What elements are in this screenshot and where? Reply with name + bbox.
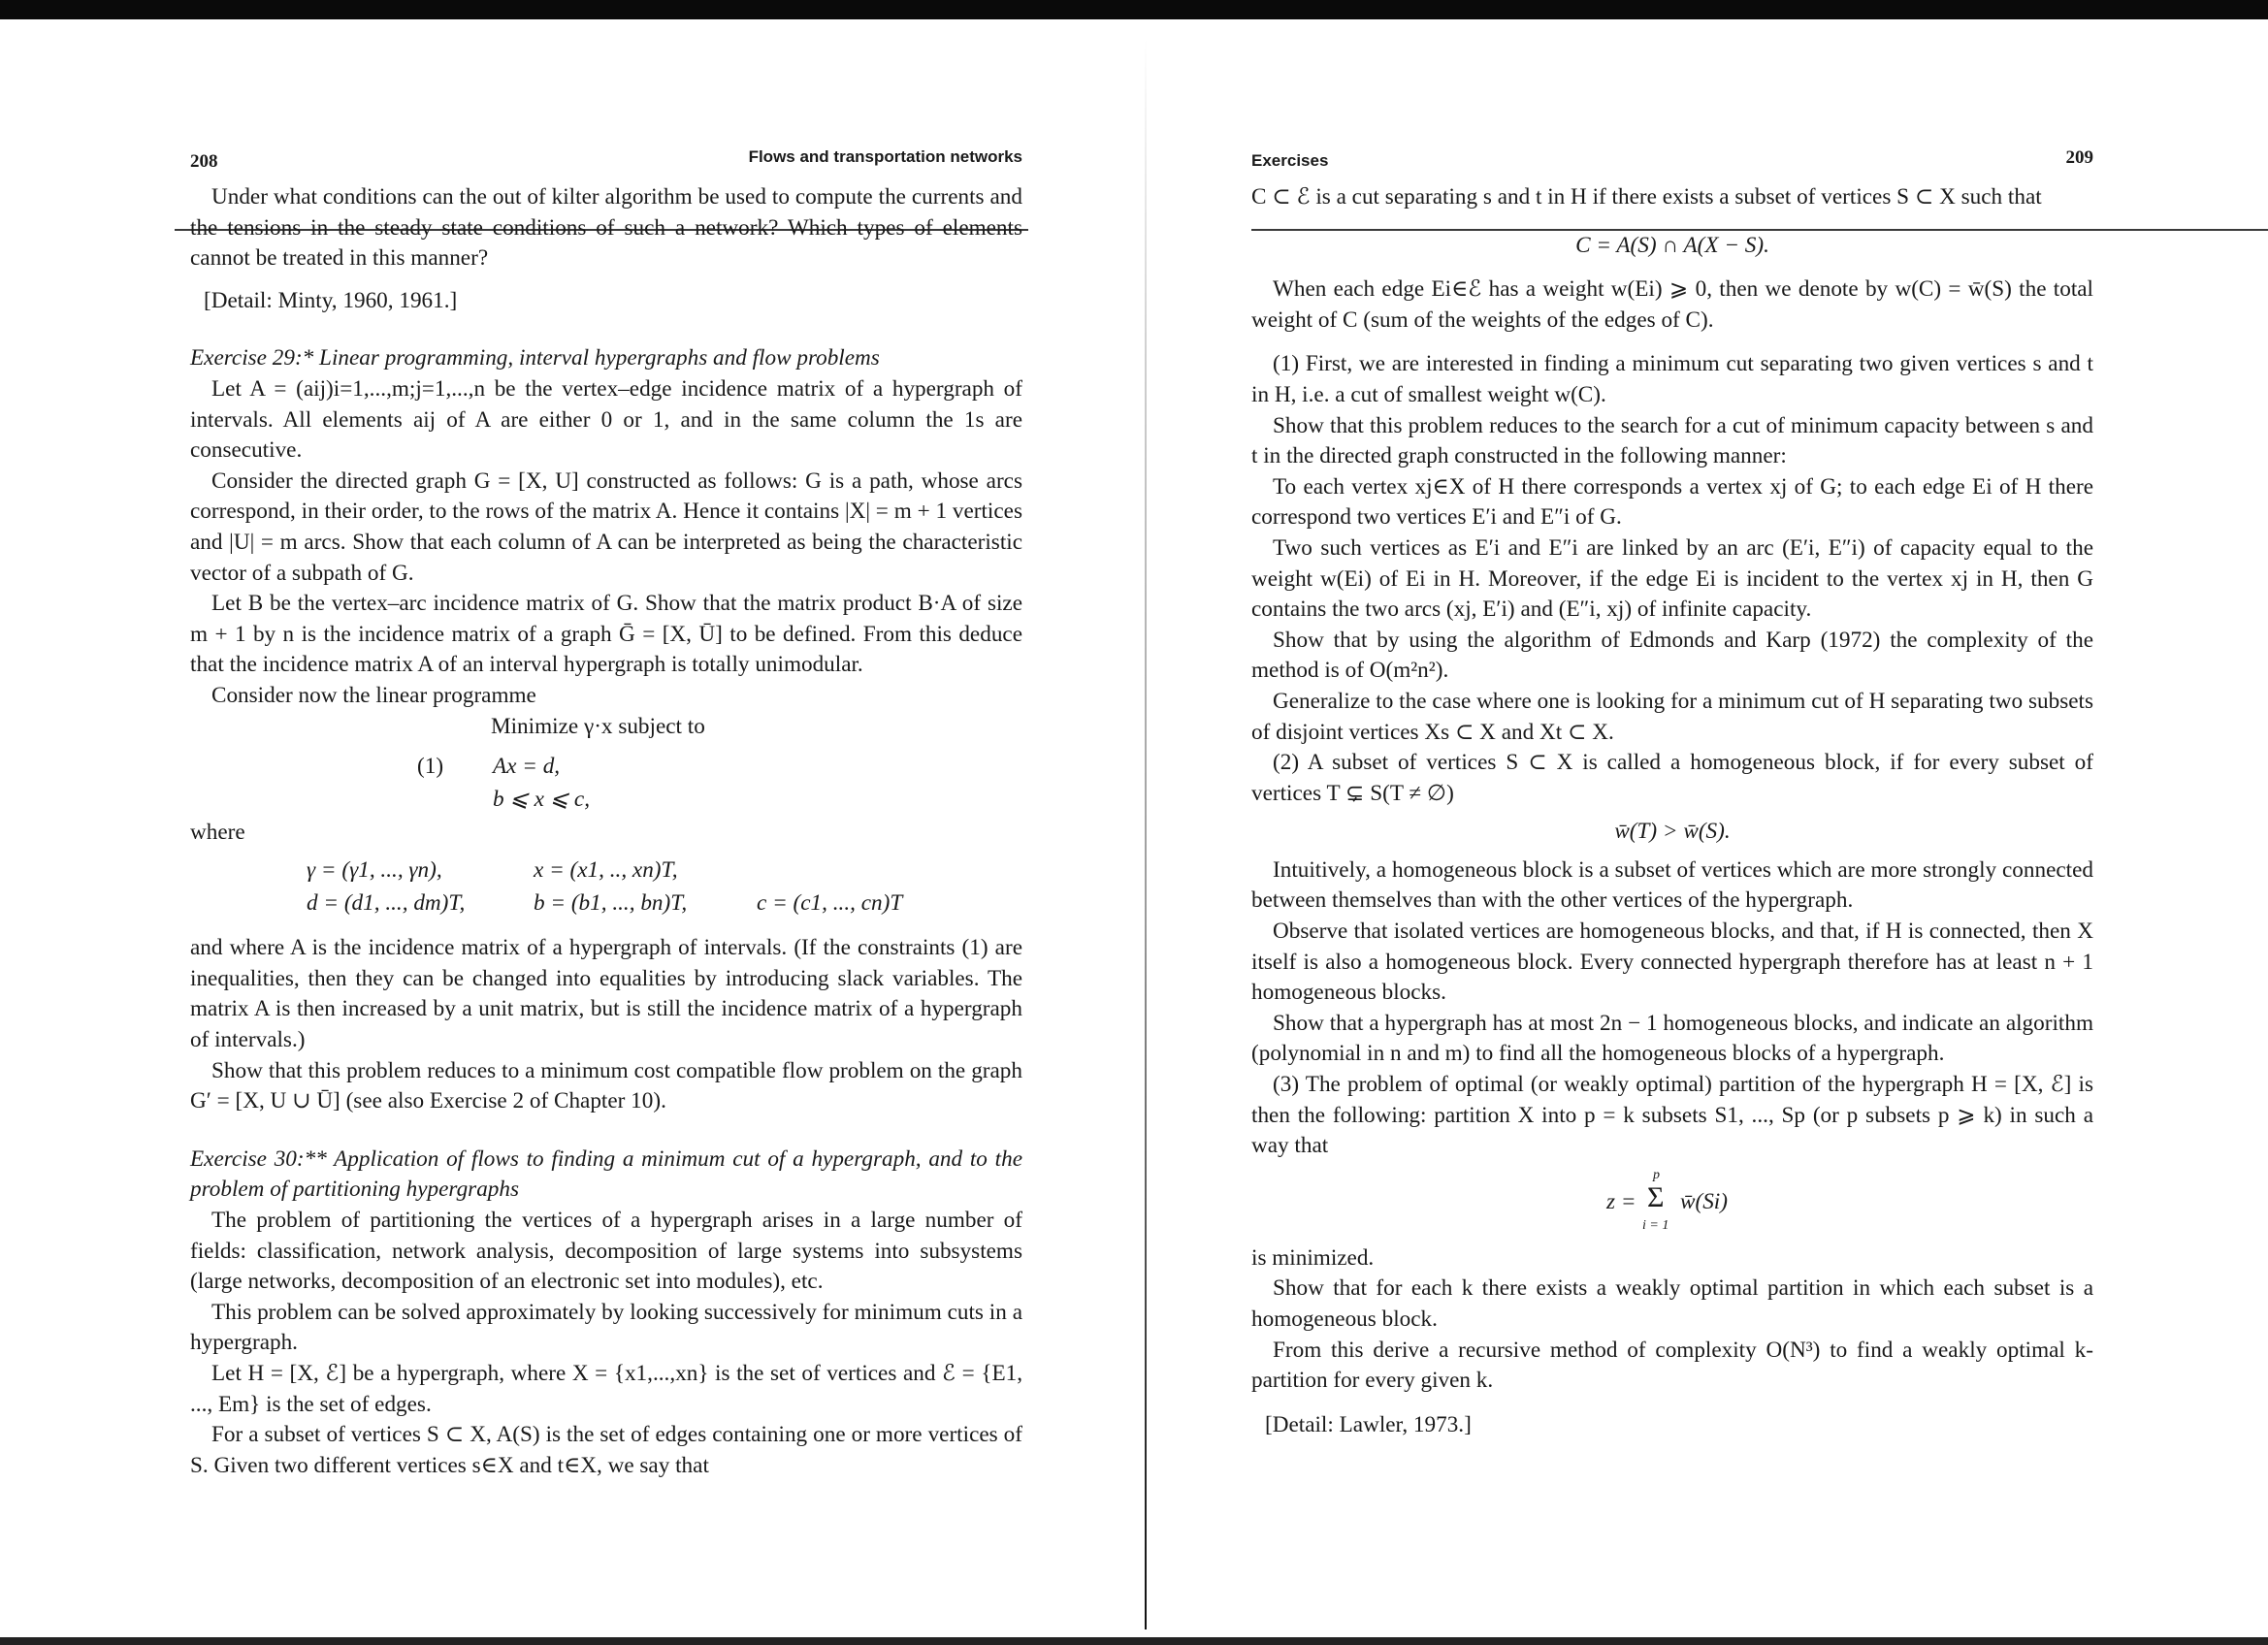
paragraph: Intuitively, a homogeneous block is a subset of vertices which are more strongly connected between themselves than with the other vertices of the hypergraph.	[1251, 856, 2093, 914]
lp-constraint-row	[190, 752, 1022, 785]
equation-label: (1)	[417, 754, 444, 780]
paragraph: is minimized.	[1251, 1244, 1375, 1271]
detail-reference: [Detail: Minty, 1960, 1961.]	[204, 287, 458, 313]
exercise-29-paragraph: Let B be the vertex–arc incidence matrix of G. Show that the matrix product B·A of size m + 1 by n is the incidence matrix of a graph Ḡ = [X, Ū] to be defined. From this deduce that the incidence matrix A of an interval hypergraph is totally unimodular.	[190, 591, 1022, 678]
paragraph: Observe that isolated vertices are homogeneous blocks, and that, if H is connected, then X itself is also a homogeneous block. Every connected hypergraph therefore has at least n + 1 homogeneous blocks.	[1251, 919, 2093, 1006]
paragraph: Show that for each k there exists a weakly optimal partition in which each subset is a homogeneous block.	[1251, 1275, 2093, 1332]
exercise-29-title: Exercise 29:* Linear programming, interval hypergraphs and flow problems	[190, 345, 880, 371]
paragraph: Show that by using the algorithm of Edmonds and Karp (1972) the complexity of the method is of O(m²n²).	[1251, 627, 2093, 684]
paragraph: Show that this problem reduces to the search for a cut of minimum capacity between s and t in the directed graph constructed in the following manner:	[1251, 412, 2093, 469]
exercise-30-paragraph: This problem can be solved approximately by looking successively for minimum cuts in a hypergraph.	[190, 1299, 1022, 1356]
paragraph: Generalize to the case where one is looking for a minimum cut of H separating two subsets of disjoint vertices Xs ⊂ X and Xt ⊂ X.	[1251, 688, 2093, 745]
vector-b: b = (b1, ..., bn)T,	[534, 890, 688, 917]
sum-lower-limit: i = 1	[1642, 1217, 1669, 1233]
paragraph: From this derive a recursive method of complexity O(N³) to find a weakly optimal k-partition for every given k.	[1251, 1337, 2093, 1394]
exercise-30-paragraph: For a subset of vertices S ⊂ X, A(S) is the set of edges containing one or more vertices of S. Given two different vertices s∈X and t∈X, we say that	[190, 1422, 1022, 1478]
sum-upper-limit: p	[1653, 1167, 1660, 1182]
vector-definitions	[190, 890, 1022, 923]
right-running-head	[1251, 145, 2093, 178]
detail-reference: [Detail: Lawler, 1973.]	[1265, 1411, 1472, 1437]
paragraph: (3) The problem of optimal (or weakly optimal) partition of the hypergraph H = [X, ℰ] is then the following: partition X into p = k subsets S1, ..., Sp (or p subsets p ⩾ k) in such a way that	[1251, 1072, 2093, 1159]
sum-term: w̄(Si)	[1680, 1188, 1728, 1214]
paragraph: Show that a hypergraph has at most 2n − 1 homogeneous blocks, and indicate an algorithm (polynomial in n and m) to find all the homogeneous blocks of a hypergraph.	[1251, 1010, 2093, 1067]
exercise-30-title: Exercise 30:** Application of flows to finding a minimum cut of a hypergraph, and to the problem of partitioning hypergraphs	[190, 1145, 1022, 1203]
vector-x: x = (x1, .., xn)T,	[534, 857, 678, 884]
vector-c: c = (c1, ..., cn)T	[757, 890, 903, 917]
scan-bottom-border	[0, 1637, 2268, 1645]
paragraph: (2) A subset of vertices S ⊂ X is called a homogeneous block, if for every subset of vertices T ⊊ S(T ≠ ∅)	[1251, 750, 2093, 806]
paragraph: Two such vertices as E′i and E″i are linked by an arc (E′i, E″i) of capacity equal to the weight w(Ei) of Ei in H. Moreover, if the edge Ei is incident to the vertex xj in H, then G contains the two arcs (xj, E′i) and (E″i, xj) of infinite capacity.	[1251, 534, 2093, 623]
paragraph: To each vertex xj∈X of H there corresponds a vertex xj of G; to each edge Ei of H there correspond two vertices E′i and E″i of G.	[1251, 473, 2093, 531]
equation: C = A(S) ∩ A(X − S).	[1575, 232, 1769, 258]
right-page	[1251, 145, 2093, 1452]
vector-definitions	[190, 857, 1022, 890]
vector-gamma: γ = (γ1, ..., γn),	[307, 857, 442, 884]
vector-d: d = (d1, ..., dm)T,	[307, 890, 466, 917]
sum-sigma: Σ	[1647, 1180, 1665, 1213]
where-label: where	[190, 819, 245, 845]
exercise-29-paragraph: Let A = (aij)i=1,...,m;j=1,...,n be the vertex–edge incidence matrix of a hypergraph of intervals. All elements aij of A are either 0 or 1, and in the same column the 1s are consecutive.	[190, 375, 1022, 464]
paragraph: (1) First, we are interested in finding a minimum cut separating two given vertices s and t in H, i.e. a cut of smallest weight w(C).	[1251, 351, 2093, 407]
page-number: 208	[190, 151, 218, 172]
intro-paragraph: Under what conditions can the out of kilter algorithm be used to compute the currents and the tensions in the steady state conditions of such a network? Which types of elements cannot be treated in this manner?	[190, 184, 1022, 272]
exercise-30-paragraph: The problem of partitioning the vertices of a hypergraph arises in a large number of fields: classification, network analysis, decomposition of large systems into subsystems (large networks, decomposition of an electronic set into modules), etc.	[190, 1208, 1022, 1295]
running-title: Exercises	[1251, 151, 1329, 170]
exercise-29-paragraph: and where A is the incidence matrix of a hypergraph of intervals. (If the constraints (1) are inequalities, then they can be changed into equalities by introducing slack variables. The matrix A is then increased by a unit matrix, but is still the incidence matrix of a hypergraph of intervals.)	[190, 935, 1022, 1053]
sum-lhs: z =	[1606, 1188, 1636, 1214]
summation-equation	[1251, 1168, 2093, 1240]
exercise-29-paragraph: Show that this problem reduces to a minimum cost compatible flow problem on the graph G′ = [X, U ∪ Ū] (see also Exercise 2 of Chapter 10).	[190, 1057, 1022, 1114]
exercise-29-paragraph: Consider the directed graph G = [X, U] constructed as follows: G is a path, whose arcs correspond, in their order, to the rows of the matrix A. Hence it contains |X| = m + 1 vertices and |U| = m arcs. Show that each column of A can be interpreted as being the characteristic vector of a subpath of G.	[190, 468, 1022, 586]
equation: w̄(T) > w̄(S).	[1614, 819, 1731, 845]
book-gutter	[1145, 39, 1147, 1629]
left-running-head	[190, 145, 1022, 178]
scan-top-border	[0, 0, 2268, 19]
exercise-29-paragraph: Consider now the linear programme	[211, 682, 536, 708]
left-page	[190, 145, 1022, 1481]
lp-objective: Minimize γ·x subject to	[491, 713, 705, 739]
equation: Ax = d,	[493, 754, 561, 780]
paragraph: When each edge Ei∈ℰ has a weight w(Ei) ⩾ 0, then we denote by w(C) = w̄(S) the total weight of C (sum of the weights of the edges of C).	[1251, 276, 2093, 333]
paragraph: C ⊂ ℰ is a cut separating s and t in H if there exists a subset of vertices S ⊂ X such that	[1251, 184, 2042, 210]
page-number: 209	[2065, 147, 2093, 168]
exercise-30-paragraph: Let H = [X, ℰ] be a hypergraph, where X = {x1,...,xn} is the set of vertices and ℰ = {E1, ..., Em} is the set of edges.	[190, 1361, 1022, 1417]
running-title: Flows and transportation networks	[748, 147, 1022, 166]
equation: b ⩽ x ⩽ c,	[493, 787, 591, 813]
